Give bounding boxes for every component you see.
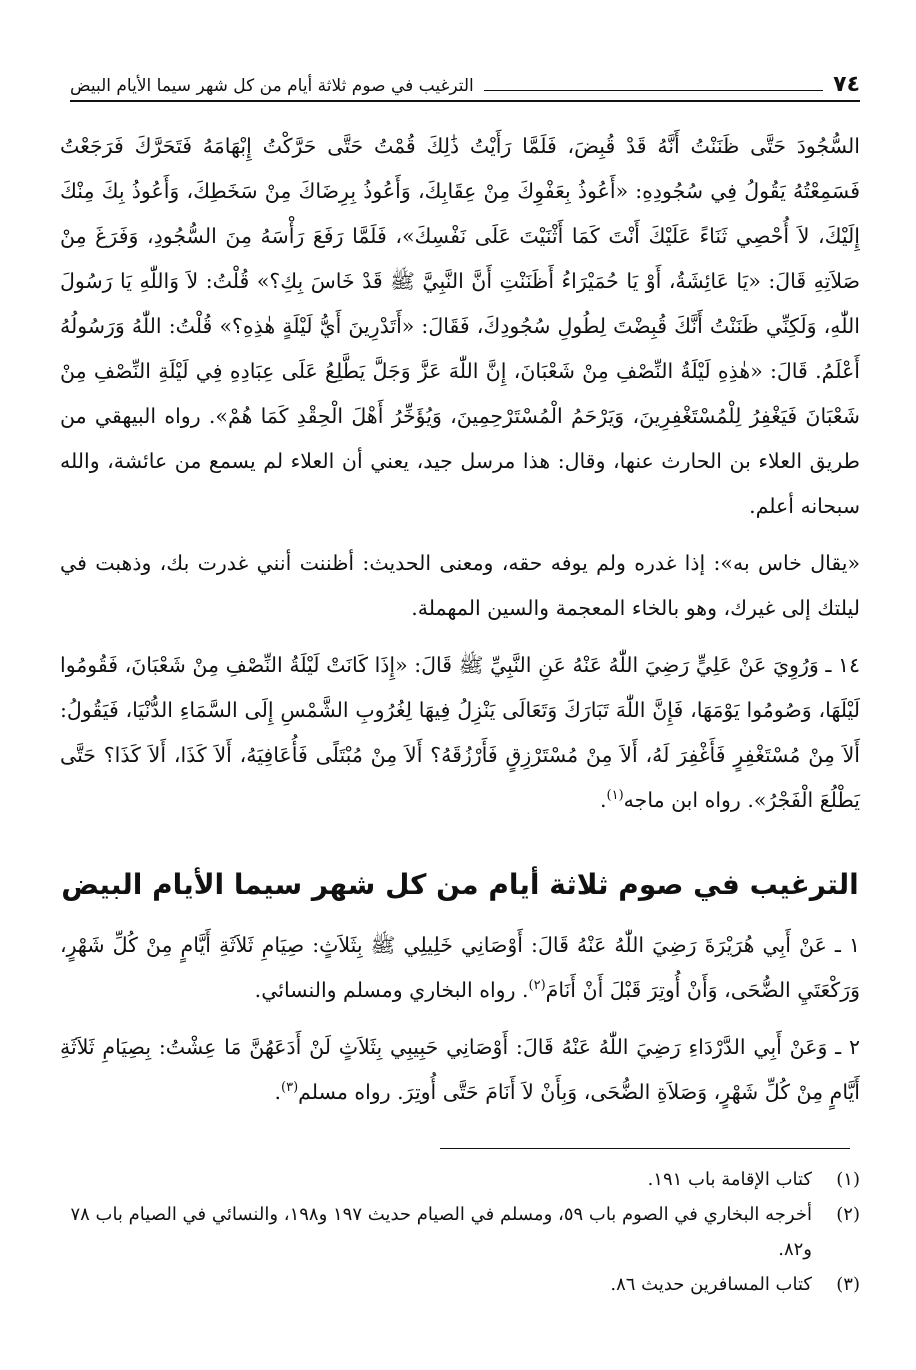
paragraph-hadith-14: ١٤ ـ وَرُوِيَ عَنْ عَلِيٍّ رَضِيَ اللّٰهُ عَنْهُ عَنِ النَّبِيِّ ﷺ قَالَ: «إِذَا كَانَتْ لَيْلَةُ النِّصْفِ مِنْ شَعْبَانَ، فَقُومُوا لَيْلَهَا، وَصُومُوا يَوْمَهَا، فَإِنَّ اللّٰهَ تَبَارَكَ وَتَعَالَى يَنْزِلُ فِيهَا لِغُرُوبِ الشَّمْسِ إِلَى السَّمَاءِ الدُّنْيَا، فَيَقُولُ: أَلاَ مِنْ مُسْتَغْفِرٍ فَأَغْفِرَ لَهُ، أَلاَ مِنْ مُسْتَرْزِقٍ فَأَرْزُقَهُ؟ أَلاَ مِنْ مُبْتَلًى فَأُعَافِيَهُ، أَلاَ كَذَا، أَلاَ كَذَا؟ حَتَّى يَطْلُعَ الْفَجْرُ». رواه ابن ماجه$^{(١)}$. [60,653,860,812]
running-title: الترغيب في صوم ثلاثة أيام من كل شهر سيما الأيام البيض [70,76,474,96]
hadith-1-text: ١ ـ عَنْ أَبِي هُرَيْرَةَ رَضِيَ اللّٰهُ عَنْهُ قَالَ: أَوْصَانِي خَلِيلِي ﷺ بِثَلاَثٍ: صِيَامِ ثَلاَثَةِ أَيَّامٍ مِنْ كُلِّ شَهْرٍ، وَرَكْعَتَيِ الضُّحَى، وَأَنْ أُوتِرَ قَبْلَ أَنْ أَنَامَ [60,933,860,1002]
header-rule [484,90,823,91]
footnote-ref-1: (١) [606,788,624,804]
page [60,72,860,1115]
main-text [60,124,860,1115]
hadith-14-text: ١٤ ـ وَرُوِيَ عَنْ عَلِيٍّ رَضِيَ اللّٰهُ عَنْهُ عَنِ النَّبِيِّ ﷺ قَالَ: «إِذَا كَانَتْ لَيْلَةُ النِّصْفِ مِنْ شَعْبَانَ، فَقُومُوا لَيْلَهَا، وَصُومُوا يَوْمَهَا، فَإِنَّ اللّٰهَ تَبَارَكَ وَتَعَالَى يَنْزِلُ فِيهَا لِغُرُوبِ الشَّمْسِ إِلَى السَّمَاءِ الدُّنْيَا، فَيَقُولُ: أَلاَ مِنْ مُسْتَغْفِرٍ فَأَغْفِرَ لَهُ، أَلاَ مِنْ مُسْتَرْزِقٍ فَأَرْزُقَهُ؟ أَلاَ مِنْ مُبْتَلًى فَأُعَافِيَهُ، أَلاَ كَذَا، أَلاَ كَذَا؟ حَتَّى يَطْلُعَ الْفَجْرُ». رواه ابن ماجه [60,653,860,812]
footnote-ref-2: (٢) [528,978,546,994]
paragraph-hadith-1 [60,923,860,1013]
section-title: الترغيب في صوم ثلاثة أيام من كل شهر سيما الأيام البيض [61,868,859,901]
paragraph-hadith-continuation: السُّجُودَ حَتَّى ظَنَنْتُ أَنَّهُ قَدْ قُبِضَ، فَلَمَّا رَأَيْتُ ذَٰلِكَ قُمْتُ حَتَّى حَرَّكْتُ إِبْهَامَهُ فَتَحَرَّكَ فَرَجَعْتُ فَسَمِعْتُهُ يَقُولُ فِي سُجُودِهِ: «أَعُوذُ بِعَفْوِكَ مِنْ عِقَابِكَ، وَأَعُوذُ بِرِضَاكَ مِنْ سَخَطِكَ، وَأَعُوذُ بِكَ مِنْكَ إِلَيْكَ، لاَ أُحْصِي ثَنَاءً عَلَيْكَ أَنْتَ كَمَا أَثْنَيْتَ عَلَى نَفْسِكَ»، فَلَمَّا رَفَعَ رَأْسَهُ مِنَ السُّجُودِ، وَفَرَغَ مِنْ صَلاَتِهِ قَالَ: «يَا عَائِشَةُ، أَوْ يَا حُمَيْرَاءُ أَظَنَنْتِ أَنَّ النَّبِيَّ ﷺ قَدْ خَاسَ بِكِ؟» قُلْتُ: لاَ وَاللّٰهِ يَا رَسُولَ اللّٰهِ، وَلَكِنِّي ظَنَنْتُ أَنَّكَ قُبِضْتَ لِطُولِ سُجُودِكَ، فَقَالَ: «أَتَدْرِينَ أَيُّ لَيْلَةٍ هٰذِهِ؟» قُلْتُ: اللّٰهُ وَرَسُولُهُ أَعْلَمُ. قَالَ: «هٰذِهِ لَيْلَةُ النِّصْفِ مِنْ شَعْبَانَ، إِنَّ اللّٰهَ عَزَّ وَجَلَّ يَطَّلِعُ عَلَى عِبَادِهِ فِي لَيْلَةِ النِّصْفِ مِنْ شَعْبَانَ فَيَغْفِرُ لِلْمُسْتَغْفِرِينَ، وَيَرْحَمُ الْمُسْتَرْحِمِينَ، وَيُؤَخِّرُ أَهْلَ الْحِقْدِ كَمَا هُمْ». رواه البيهقي من طريق العلاء بن الحارث عنها، وقال: هذا مرسل جيد، يعني أن العلاء لم يسمع من عائشة، والله سبحانه أعلم. [60,134,860,518]
footnote-item [60,1162,860,1197]
paragraph-explanation: «يقال خاس به»: إذا غدره ولم يوفه حقه، ومعنى الحديث: أظننت أنني غدرت بك، وذهبت في ليلتك إلى غيرك، وهو بالخاء المعجمة والسين المهملة. [60,551,860,620]
hadith-1-source: . رواه البخاري ومسلم والنسائي. [254,978,529,1002]
page-number: ٧٤ [833,72,860,97]
footnote-item [60,1267,860,1302]
footnote-separator [440,1148,850,1149]
footnote-number: (٢) [836,1204,860,1225]
footnote-number: (٣) [836,1274,860,1295]
footnote-number: (١) [836,1169,860,1190]
paragraph-hadith-2: ٢ ـ وَعَنْ أَبِي الدَّرْدَاءِ رَضِيَ اللّٰهُ عَنْهُ قَالَ: أَوْصَانِي حَبِيبِي بِثَلاَثٍ لَنْ أَدَعَهُنَّ مَا عِشْتُ: بِصِيَامِ ثَلاَثَةِ أَيَّامٍ مِنْ كُلِّ شَهْرٍ، وَصَلاَةِ الضُّحَى، وَبِأَنْ لاَ أَنَامَ حَتَّى أُوتِرَ. رواه مسلم$^{(٣)}$. [60,1035,860,1104]
footnote-text: كتاب الإقامة باب ١٩١. [647,1169,812,1190]
footnote-text: أخرجه البخاري في الصوم باب ٥٩، ومسلم في الصيام حديث ١٩٧ و١٩٨، والنسائي في الصيام باب ٧٨ و٨٢. [70,1204,812,1260]
footnotes [60,1162,860,1302]
hadith-2-text: ٢ ـ وَعَنْ أَبِي الدَّرْدَاءِ رَضِيَ اللّٰهُ عَنْهُ قَالَ: أَوْصَانِي حَبِيبِي بِثَلاَثٍ لَنْ أَدَعَهُنَّ مَا عِشْتُ: بِصِيَامِ ثَلاَثَةِ أَيَّامٍ مِنْ كُلِّ شَهْرٍ، وَصَلاَةِ الضُّحَى، وَبِأَنْ لاَ أَنَامَ حَتَّى أُوتِرَ. رواه مسلم [60,1035,860,1104]
footnote-text: كتاب المسافرين حديث ٨٦. [610,1274,812,1295]
footnote-item [60,1197,860,1267]
footnote-ref-3: (٣) [281,1080,299,1096]
running-header [70,72,860,102]
